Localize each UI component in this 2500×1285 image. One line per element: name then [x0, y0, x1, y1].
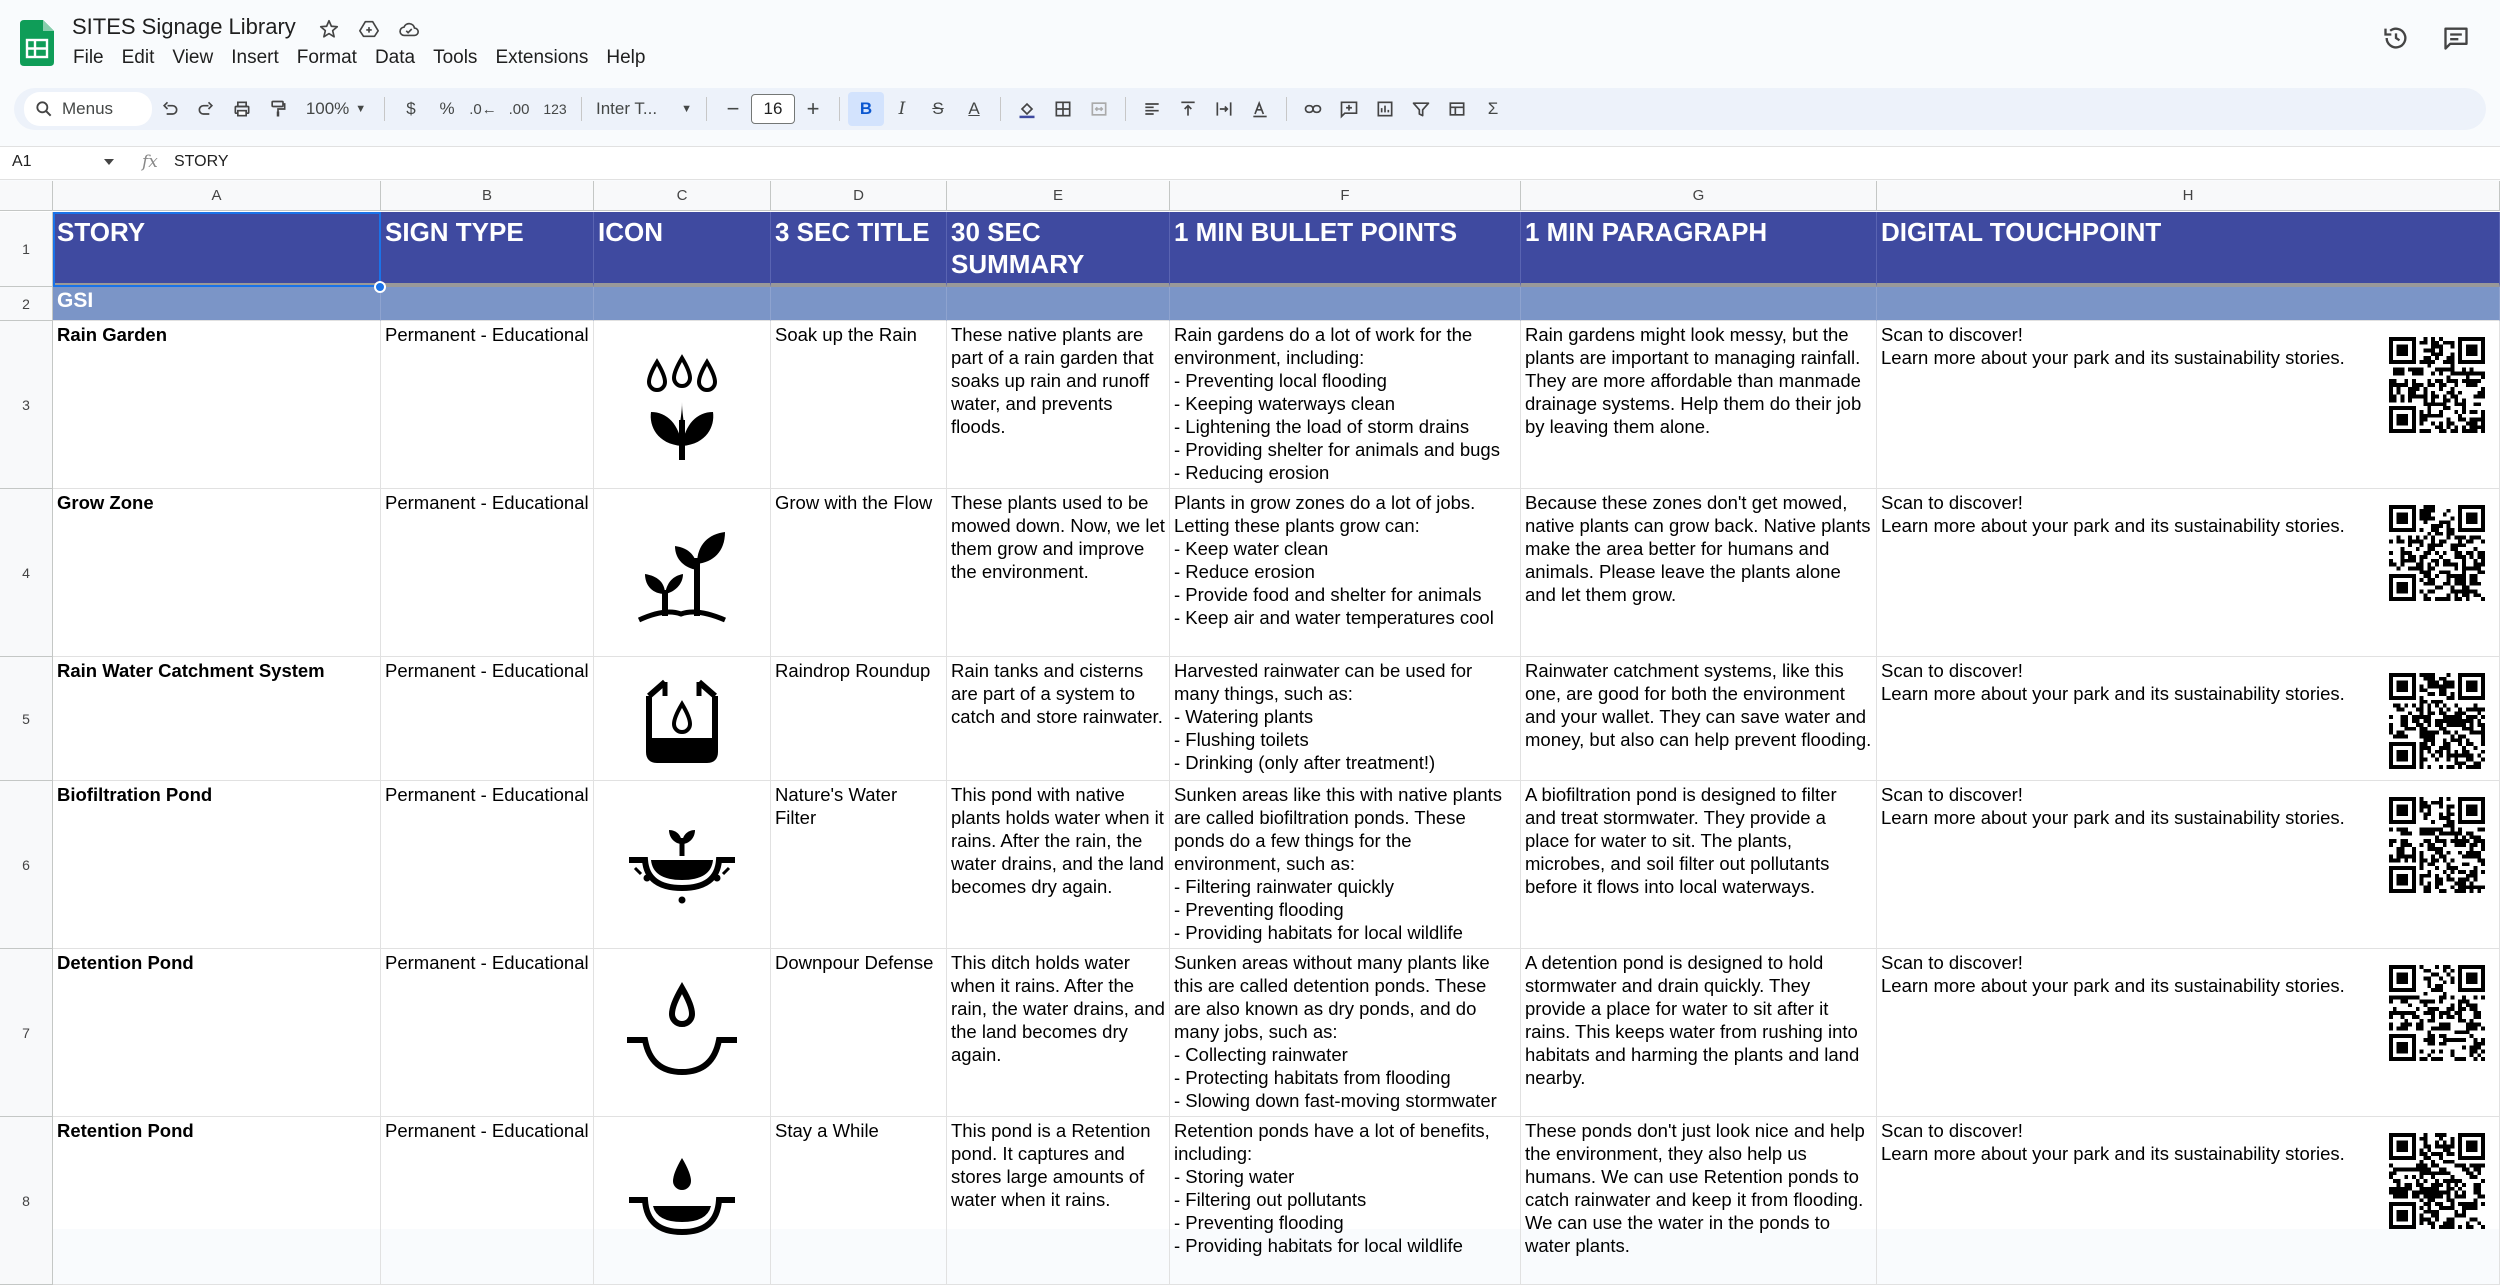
bullets-cell[interactable] [1170, 489, 1521, 657]
sign-type-cell[interactable] [381, 657, 594, 781]
filter-icon [1411, 99, 1431, 119]
paragraph-text: A biofiltration pond is designed to filter and treat stormwater. They provide a place for water to sit. The plants, microbes, and soil filter out pollutants before it flows into local waterways. [1525, 784, 1842, 897]
divider [706, 97, 707, 121]
section-row-cell[interactable] [381, 287, 594, 321]
summary-text: These native plants are part of a rain garden that soaks up rain and runoff water, and prevents floods. [951, 324, 1159, 437]
story-cell[interactable] [53, 781, 381, 949]
plus-icon: + [806, 96, 820, 121]
formula-input[interactable]: STORY [174, 153, 229, 170]
sign-type-cell[interactable] [381, 1117, 594, 1285]
table-icon [1447, 99, 1467, 119]
text-color-button[interactable]: A [968, 99, 980, 118]
insert-link-button[interactable] [1295, 92, 1331, 126]
qr-code-image [2389, 505, 2485, 601]
chevron-down-icon: ▼ [355, 103, 367, 115]
cloud-saved-icon[interactable] [398, 18, 420, 40]
menu-edit[interactable]: Edit [121, 47, 155, 68]
italic-button[interactable]: I [898, 99, 906, 119]
summary-cell[interactable] [947, 781, 1170, 949]
column-header-d[interactable]: D [771, 181, 947, 211]
bullets-cell[interactable] [1170, 1117, 1521, 1285]
bullets-text: Rain gardens do a lot of work for the environment, including: - Preventing local flooding - Keeping waterways clean - Lightening the load of storm drains - Providing shelter for animals and bugs - Reducing erosion [1174, 324, 1500, 483]
divider [384, 97, 385, 121]
move-to-drive-icon[interactable] [358, 18, 380, 40]
zoom-value: 100% [305, 99, 350, 118]
strikethrough-button[interactable]: S [932, 99, 944, 118]
column-header-f[interactable]: F [1170, 181, 1521, 211]
print-button[interactable] [224, 92, 260, 126]
sprouts-icon [617, 508, 747, 638]
paragraph-text: Rainwater catchment systems, like this one, are good for both the environment and your wallet. They can save water and money, but also can help prevent flooding. [1525, 660, 1872, 750]
story-text: Rain Water Catchment System [57, 660, 325, 681]
sign-type-text: Permanent - Educational [385, 324, 589, 345]
name-box[interactable]: A1 [12, 153, 32, 170]
fill-color-button[interactable] [1009, 92, 1045, 126]
story-cell[interactable] [53, 657, 381, 781]
icon-cell[interactable] [594, 321, 771, 489]
divider [1125, 97, 1126, 121]
sign-type-text: Permanent - Educational [385, 1120, 589, 1141]
row-header-6[interactable]: 6 [0, 781, 53, 949]
text-rotation-button[interactable] [1242, 92, 1278, 126]
story-cell[interactable] [53, 321, 381, 489]
title-text: Grow with the Flow [775, 492, 933, 513]
qr-code-image [2389, 1133, 2485, 1229]
font-name: Inter T... [596, 99, 658, 118]
story-text: Grow Zone [57, 492, 154, 513]
number-format-button[interactable]: 123 [543, 101, 567, 117]
bullets-text: Plants in grow zones do a lot of jobs. Letting these plants grow can: - Keep water clean - Reduce erosion - Provide food and shelter for animals - Keep air and water temperatures cool [1174, 492, 1494, 628]
add-comment-icon [1339, 99, 1359, 119]
title-text: Soak up the Rain [775, 324, 917, 345]
row-header-3[interactable]: 3 [0, 321, 53, 489]
section-label-cell[interactable]: GSI [53, 287, 381, 321]
select-all-corner[interactable] [0, 181, 53, 211]
menu-format[interactable]: Format [296, 47, 357, 68]
star-icon[interactable] [318, 18, 340, 40]
story-cell[interactable] [53, 489, 381, 657]
zoom-select[interactable] [296, 92, 376, 126]
vertical-align-button[interactable] [1170, 92, 1206, 126]
menu-view[interactable]: View [172, 47, 214, 68]
summary-text: This pond is a Retention pond. It captures and stores large amounts of water when it rains. [951, 1120, 1156, 1210]
section-row-cell[interactable] [771, 287, 947, 321]
paragraph-text: Because these zones don't get mowed, native plants can grow back. Native plants make the area better for humans and animals. Please leave the plants alone and let them grow. [1525, 492, 1876, 605]
menu-extensions[interactable]: Extensions [495, 47, 589, 68]
story-text: Retention Pond [57, 1120, 194, 1141]
bullets-cell[interactable] [1170, 321, 1521, 489]
fill-color-icon [1017, 99, 1037, 119]
detention-pond-icon [617, 968, 747, 1098]
undo-icon [160, 99, 180, 119]
summary-cell[interactable] [947, 657, 1170, 781]
insert-chart-button[interactable] [1367, 92, 1403, 126]
icon-cell[interactable] [594, 489, 771, 657]
row-header-2[interactable]: 2 [0, 287, 53, 321]
sign-type-cell[interactable] [381, 781, 594, 949]
title-cell[interactable] [771, 489, 947, 657]
plant-drops-icon [617, 340, 747, 470]
title-text: Nature's Water Filter [775, 784, 903, 828]
horizontal-align-button[interactable] [1134, 92, 1170, 126]
decrease-font-size-button[interactable] [715, 92, 751, 126]
retention-pond-icon [617, 1136, 747, 1266]
story-cell[interactable] [53, 949, 381, 1117]
touchpoint-text: Scan to discover! Learn more about your park and its sustainability stories. [1881, 952, 2345, 996]
paragraph-cell[interactable] [1521, 781, 1877, 949]
column-header-g[interactable]: G [1521, 181, 1877, 211]
spreadsheet-grid[interactable] [0, 181, 2500, 1256]
bullets-text: Sunken areas without many plants like this are called detention ponds. These are also known as dry ponds, and do many jobs, such as: - Collecting rainwater - Protecting habitats from flooding - Slowing down fast-moving stormwater [1174, 952, 1497, 1111]
bullets-text: Harvested rainwater can be used for many things, such as: - Watering plants - Flushing toilets - Drinking (only after treatment!) [1174, 660, 1473, 773]
header-cell-sign-type[interactable]: SIGN TYPE [381, 212, 594, 287]
paragraph-text: Rain gardens might look messy, but the plants are important to managing rainfall. They are more affordable than manmade drainage systems. Help them do their job by leaving them alone. [1525, 324, 1867, 437]
search-menus-label: Menus [62, 99, 114, 118]
top-bar [0, 0, 2500, 80]
paint-format-icon [268, 99, 288, 119]
text-wrap-icon [1214, 99, 1234, 119]
title-text: Raindrop Roundup [775, 660, 931, 681]
story-text: Biofiltration Pond [57, 784, 213, 805]
text-rotation-icon [1250, 99, 1270, 119]
header-cell-icon[interactable]: ICON [594, 212, 771, 287]
touchpoint-cell[interactable] [1877, 657, 2500, 781]
paint-format-button[interactable] [260, 92, 296, 126]
icon-cell[interactable] [594, 1117, 771, 1285]
touchpoint-cell[interactable] [1877, 949, 2500, 1117]
section-row-cell[interactable] [947, 287, 1170, 321]
bullets-cell[interactable] [1170, 657, 1521, 781]
version-history-icon[interactable] [2382, 24, 2410, 52]
title-cell[interactable] [771, 657, 947, 781]
percent-format-button[interactable]: % [439, 99, 455, 118]
align-left-icon [1142, 99, 1162, 119]
title-cell[interactable] [771, 1117, 947, 1285]
redo-icon [196, 99, 216, 119]
chart-icon [1375, 99, 1395, 119]
column-header-e[interactable]: E [947, 181, 1170, 211]
undo-button[interactable] [152, 92, 188, 126]
qr-code-image [2389, 797, 2485, 893]
merge-cells-button[interactable] [1081, 92, 1117, 126]
minus-icon: − [726, 96, 740, 121]
bullets-cell[interactable] [1170, 781, 1521, 949]
borders-icon [1053, 99, 1073, 119]
row-header-4[interactable]: 4 [0, 489, 53, 657]
column-header-c[interactable]: C [594, 181, 771, 211]
summary-cell[interactable] [947, 489, 1170, 657]
decrease-decimal-icon: .0← [469, 100, 497, 118]
menu-data[interactable]: Data [374, 47, 416, 68]
header-cell-bullets[interactable]: 1 MIN BULLET POINTS [1170, 212, 1521, 287]
qr-code-image [2389, 673, 2485, 769]
row-header-5[interactable]: 5 [0, 657, 53, 781]
section-row-cell[interactable] [1877, 287, 2500, 321]
biofiltration-pond-icon [617, 800, 747, 930]
currency-format-button[interactable]: $ [406, 99, 416, 118]
row-header-8[interactable]: 8 [0, 1117, 53, 1285]
comments-icon[interactable] [2442, 24, 2470, 52]
story-text: Rain Garden [57, 324, 167, 345]
divider [839, 97, 840, 121]
summary-text: These plants used to be mowed down. Now, we let them grow and improve the environment. [951, 492, 1171, 582]
row-header-7[interactable]: 7 [0, 949, 53, 1117]
touchpoint-cell[interactable] [1877, 489, 2500, 657]
icon-cell[interactable] [594, 781, 771, 949]
font-select[interactable] [590, 92, 698, 126]
merge-cells-icon [1089, 99, 1109, 119]
section-row-cell[interactable] [1521, 287, 1877, 321]
bold-button[interactable]: B [848, 92, 884, 126]
link-icon [1303, 99, 1323, 119]
text-wrapping-button[interactable] [1206, 92, 1242, 126]
title-cell[interactable] [771, 949, 947, 1117]
title-text: Stay a While [775, 1120, 879, 1141]
row-header-1[interactable]: 1 [0, 212, 53, 287]
insert-comment-button[interactable] [1331, 92, 1367, 126]
menu-file[interactable]: File [73, 47, 104, 68]
touchpoint-cell[interactable] [1877, 1117, 2500, 1285]
chevron-down-icon[interactable] [104, 159, 114, 165]
increase-decimal-button[interactable] [501, 92, 537, 126]
menu-tools[interactable]: Tools [433, 47, 478, 68]
document-title[interactable]: SITES Signage Library [72, 14, 296, 39]
divider [1286, 97, 1287, 121]
header-cell-title[interactable]: 3 SEC TITLE [771, 212, 947, 287]
sign-type-cell[interactable] [381, 949, 594, 1117]
print-icon [232, 99, 252, 119]
story-cell[interactable] [53, 1117, 381, 1285]
filter-views-button[interactable] [1439, 92, 1475, 126]
title-text: Downpour Defense [775, 952, 934, 973]
chevron-down-icon: ▼ [681, 103, 692, 115]
sign-type-text: Permanent - Educational [385, 784, 589, 805]
font-size-input[interactable]: 16 [751, 94, 795, 124]
sign-type-text: Permanent - Educational [385, 660, 589, 681]
menu-insert[interactable]: Insert [231, 47, 279, 68]
decrease-decimal-button[interactable] [465, 92, 501, 126]
fx-icon: fx [142, 152, 158, 172]
sign-type-text: Permanent - Educational [385, 492, 589, 513]
paragraph-cell[interactable] [1521, 321, 1877, 489]
touchpoint-cell[interactable] [1877, 321, 2500, 489]
paragraph-cell[interactable] [1521, 489, 1877, 657]
sign-type-text: Permanent - Educational [385, 952, 589, 973]
title-cell[interactable] [771, 321, 947, 489]
menu-bar [64, 45, 654, 71]
redo-button[interactable] [188, 92, 224, 126]
title-cell[interactable] [771, 781, 947, 949]
divider [1000, 97, 1001, 121]
summary-text: This pond with native plants holds water when it rains. After the rain, the water drains, and the land becomes dry again. [951, 784, 1170, 897]
touchpoint-text: Scan to discover! Learn more about your park and its sustainability stories. [1881, 784, 2345, 828]
summary-cell[interactable] [947, 321, 1170, 489]
touchpoint-text: Scan to discover! Learn more about your park and its sustainability stories. [1881, 324, 2345, 368]
toolbar [14, 88, 2486, 130]
paragraph-cell[interactable] [1521, 949, 1877, 1117]
summary-cell[interactable] [947, 1117, 1170, 1285]
sheets-logo-icon[interactable] [20, 20, 54, 66]
bullets-text: Retention ponds have a lot of benefits, including: - Storing water - Filtering out pollutants - Preventing flooding - Providing habitats for local wildlife [1174, 1120, 1490, 1256]
bullets-cell[interactable] [1170, 949, 1521, 1117]
increase-decimal-label: .00 [508, 100, 530, 118]
paragraph-cell[interactable] [1521, 657, 1877, 781]
create-filter-button[interactable] [1403, 92, 1439, 126]
sign-type-cell[interactable] [381, 489, 594, 657]
paragraph-text: A detention pond is designed to hold stormwater and drain quickly. They provide a place for water to sit after it rains. This keeps water from rushing into habitats and harming the plants and land nearby. [1525, 952, 1865, 1088]
search-menus[interactable] [24, 92, 152, 126]
summary-text: This ditch holds water when it rains. After the rain, the water drains, and the land becomes dry again. [951, 952, 1171, 1065]
functions-button[interactable]: Σ [1487, 99, 1499, 118]
borders-button[interactable] [1045, 92, 1081, 126]
paragraph-text: These ponds don't just look nice and help the environment, they also help us humans. We can use Retention ponds to catch rainwater and keep it from flooding. We can use the water in the ponds to water plants. [1525, 1120, 1870, 1256]
header-cell-summary[interactable]: 30 SEC SUMMARY [947, 212, 1170, 287]
summary-cell[interactable] [947, 949, 1170, 1117]
header-cell-story[interactable]: STORY [53, 212, 381, 287]
touchpoint-cell[interactable] [1877, 781, 2500, 949]
section-row-cell[interactable] [594, 287, 771, 321]
icon-cell[interactable] [594, 949, 771, 1117]
menu-help[interactable]: Help [606, 47, 646, 68]
touchpoint-text: Scan to discover! Learn more about your park and its sustainability stories. [1881, 1120, 2345, 1164]
header-cell-touchpoint[interactable]: DIGITAL TOUCHPOINT [1877, 212, 2500, 287]
qr-code-image [2389, 965, 2485, 1061]
paragraph-cell[interactable] [1521, 1117, 1877, 1285]
column-header-a[interactable]: A [53, 181, 381, 211]
increase-font-size-button[interactable] [795, 92, 831, 126]
icon-cell[interactable] [594, 657, 771, 781]
touchpoint-text: Scan to discover! Learn more about your park and its sustainability stories. [1881, 660, 2345, 704]
header-cell-paragraph[interactable]: 1 MIN PARAGRAPH [1521, 212, 1877, 287]
bullets-text: Sunken areas like this with native plants are called biofiltration ponds. These ponds do a few things for the environment, such as: - Filtering rainwater quickly - Preventing flooding - Providing habitats for local wildlife [1174, 784, 1503, 943]
column-header-b[interactable]: B [381, 181, 594, 211]
section-row-cell[interactable] [1170, 287, 1521, 321]
sign-type-cell[interactable] [381, 321, 594, 489]
column-header-h[interactable]: H [1877, 181, 2500, 211]
water-tank-icon [617, 654, 747, 784]
search-icon [34, 99, 54, 119]
divider [581, 97, 582, 121]
touchpoint-text: Scan to discover! Learn more about your park and its sustainability stories. [1881, 492, 2345, 536]
qr-code-image [2389, 337, 2485, 433]
fill-handle[interactable] [374, 281, 386, 293]
summary-text: Rain tanks and cisterns are part of a system to catch and store rainwater. [951, 660, 1163, 727]
formula-bar [0, 146, 2500, 180]
story-text: Detention Pond [57, 952, 194, 973]
vertical-align-top-icon [1178, 99, 1198, 119]
